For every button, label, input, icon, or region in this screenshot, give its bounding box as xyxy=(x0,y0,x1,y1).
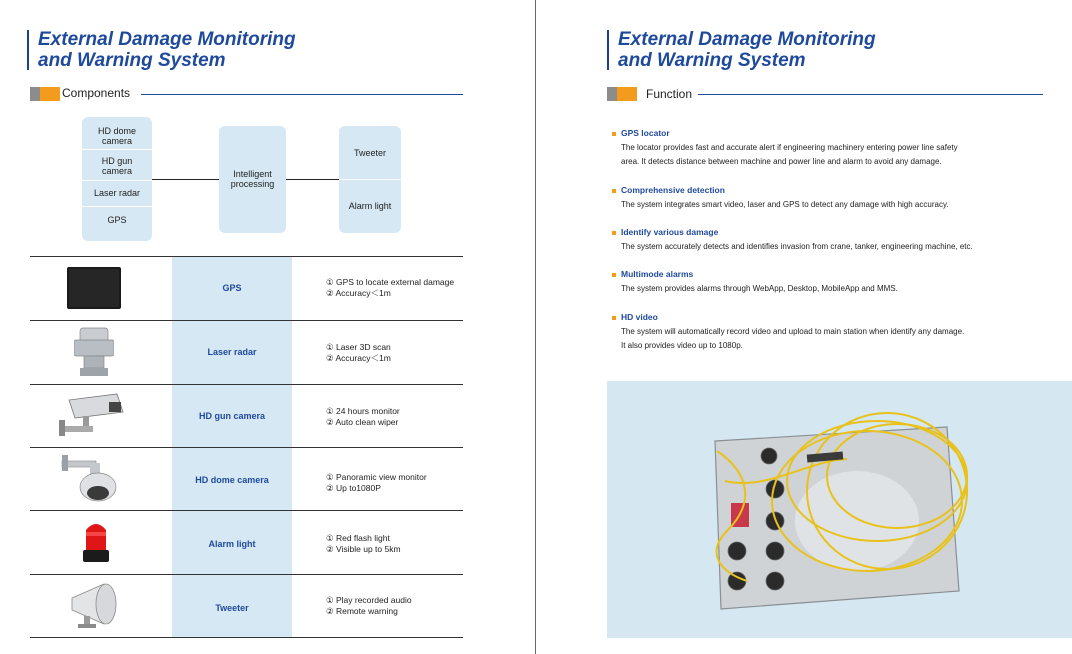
alarm-light-icon xyxy=(80,518,112,566)
page-spine xyxy=(535,0,536,654)
title-line-2: and Warning System xyxy=(618,50,806,71)
function-title: Comprehensive detection xyxy=(621,185,725,195)
section-marker-icon xyxy=(607,87,637,101)
input-laser-radar: Laser radar xyxy=(93,188,141,198)
table-rule xyxy=(30,574,463,575)
table-row-name: GPS xyxy=(222,283,242,293)
connector-line xyxy=(152,179,219,180)
table-row-name: HD gun camera xyxy=(198,411,266,421)
table-row-name: Tweeter xyxy=(215,603,249,613)
table-row-name: Alarm light xyxy=(208,539,256,549)
table-row-desc: ① Laser 3D scan ② Accuracy＜1m xyxy=(326,342,391,363)
left-page-title xyxy=(38,29,296,71)
bullet-icon xyxy=(612,189,616,193)
table-rule xyxy=(30,510,463,511)
table-row-desc: ① Panoramic view monitor ② Up to1080P xyxy=(326,472,427,493)
box-divider xyxy=(339,179,401,180)
input-gps: GPS xyxy=(107,215,127,225)
table-row-name: HD dome camera xyxy=(195,475,269,485)
gps-box-icon xyxy=(66,266,122,310)
table-row-desc: ① Play recorded audio ② Remote warning xyxy=(326,595,412,616)
section-rule xyxy=(141,94,463,95)
bullet-icon xyxy=(612,231,616,235)
gun-camera-icon xyxy=(57,390,125,440)
connector-line xyxy=(286,179,339,180)
table-row-desc: ① Red flash light ② Visible up to 5km xyxy=(326,533,401,554)
function-body: The system integrates smart video, laser and GPS to detect any damage with high accuracy. xyxy=(621,200,949,209)
box-divider xyxy=(82,206,152,207)
box-divider xyxy=(82,180,152,181)
function-title: GPS locator xyxy=(621,128,670,138)
table-rule xyxy=(30,320,463,321)
bullet-icon xyxy=(612,132,616,136)
fiber-optic-enclosure-photo xyxy=(607,381,1072,638)
function-body: The locator provides fast and accurate alert if engineering machinery entering power line safety area. It detects distance between machine and power line and alarm to avoid any damage. xyxy=(621,143,958,166)
dome-camera-icon xyxy=(60,453,122,503)
function-body: The system provides alarms through WebApp, Desktop, MobileApp and MMS. xyxy=(621,284,898,293)
output-alarm-light: Alarm light xyxy=(348,201,392,211)
title-accent-bar xyxy=(607,30,609,70)
table-row-name: Laser radar xyxy=(207,347,257,357)
table-row-desc: ① GPS to locate external damage ② Accuracy＜1m xyxy=(326,277,455,298)
components-label: Components xyxy=(62,86,131,100)
function-title: Identify various damage xyxy=(621,227,719,237)
laser-radar-icon xyxy=(74,326,114,378)
table-rule xyxy=(30,384,463,385)
function-title: HD video xyxy=(621,312,658,322)
tweeter-horn-icon xyxy=(68,580,122,630)
table-rule xyxy=(30,447,463,448)
function-title: Multimode alarms xyxy=(621,269,694,279)
input-hd-dome: HD dome camera xyxy=(97,126,136,146)
section-marker-icon xyxy=(30,87,60,101)
function-label: Function xyxy=(646,87,693,101)
intelligent-processing-label: Intelligent processing xyxy=(230,169,275,189)
section-rule xyxy=(698,94,1043,95)
right-page-title xyxy=(618,29,876,71)
output-tweeter: Tweeter xyxy=(353,148,386,158)
table-rule xyxy=(30,637,463,638)
title-line-1: External Damage Monitoring xyxy=(38,29,296,50)
title-line-1: External Damage Monitoring xyxy=(618,29,876,50)
function-body: The system accurately detects and identifies invasion from crane, tanker, engineering machine, etc. xyxy=(621,242,973,251)
input-hd-gun: HD gun camera xyxy=(101,156,133,176)
bullet-icon xyxy=(612,316,616,320)
table-row-desc: ① 24 hours monitor ② Auto clean wiper xyxy=(326,406,400,427)
box-divider xyxy=(82,149,152,150)
bullet-icon xyxy=(612,273,616,277)
title-accent-bar xyxy=(27,30,29,70)
title-line-2: and Warning System xyxy=(38,50,226,71)
function-body: The system will automatically record video and upload to main station when identify any damage. It also provides video up to 1080p. xyxy=(621,327,965,350)
table-rule xyxy=(30,256,463,257)
